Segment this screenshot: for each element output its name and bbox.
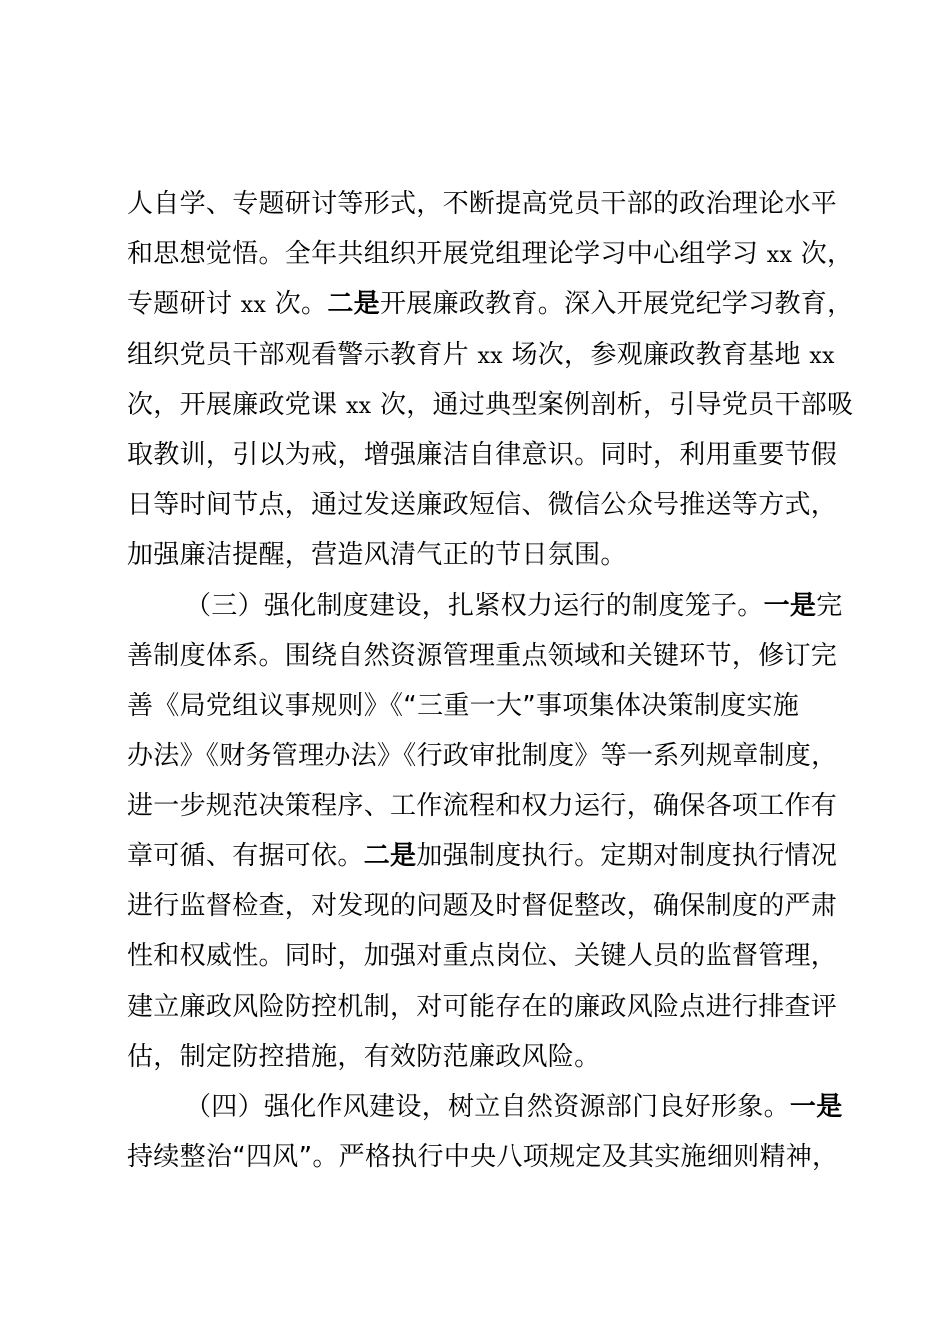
- text-run: 场次，参观廉政教育基地: [502, 340, 810, 370]
- text-run: 专题研讨: [127, 289, 241, 319]
- section-heading-line: [185, 1091, 843, 1123]
- text-run: 加强制度执行。定期对制度执行情况: [416, 841, 838, 871]
- bold-lead: 一是: [763, 591, 817, 621]
- text-run: 组织党员干部观看警示教育片: [127, 340, 478, 370]
- bold-lead: 二是: [327, 289, 380, 319]
- text-run: 日等时间节点，通过发送廉政短信、微信公众号推送等方式，: [127, 490, 838, 520]
- text-run: 完: [816, 591, 843, 621]
- paragraph-line: [127, 940, 837, 972]
- paragraph-line: [127, 890, 837, 922]
- text-run: 估，制定防控措施，有效防范廉政风险。: [127, 1042, 601, 1072]
- text-run: 人自学、专题研讨等形式，不断提高党员干部的政治理论水平: [127, 189, 838, 219]
- placeholder-count: xx: [766, 243, 793, 268]
- paragraph-line: [127, 489, 837, 521]
- text-run: 性和权威性。同时，加强对重点岗位、关键人员的监督管理，: [127, 941, 838, 971]
- placeholder-count: xx: [345, 394, 372, 419]
- paragraph-line: [127, 339, 835, 371]
- text-run: 善《局党组议事规则》《“三重一大”事项集体决策制度实施: [127, 691, 800, 721]
- section-heading-line: [185, 590, 843, 622]
- paragraph-line: [127, 740, 837, 772]
- text-run: 持续整治“四风”。严格执行中央八项规定及其实施细则精神，: [127, 1142, 839, 1172]
- text-run: 次，: [792, 239, 854, 269]
- paragraph-line: [127, 690, 799, 722]
- text-run: 次，通过典型案例剖析，引导党员干部吸: [371, 390, 854, 420]
- placeholder-count: xx: [477, 344, 503, 369]
- paragraph-line: [127, 288, 853, 320]
- paragraph-line: [127, 539, 627, 571]
- text-run: 办法》《财务管理办法》《行政审批制度》等一系列规章制度，: [127, 741, 838, 771]
- placeholder-count: xx: [240, 293, 267, 318]
- text-run: 进行监督检查，对发现的问题及时督促整改，确保制度的严肃: [127, 891, 838, 921]
- bold-lead: 二是: [363, 841, 417, 871]
- paragraph-line: [127, 1041, 600, 1073]
- paragraph-line: [127, 238, 853, 270]
- text-run: 加强廉洁提醒，营造风清气正的节日氛围。: [127, 540, 627, 570]
- section-heading: （四）强化作风建设，树立自然资源部门良好形象。: [185, 1092, 790, 1122]
- text-run: 和思想觉悟。全年共组织开展党组理论学习中心组学习: [127, 239, 767, 269]
- text-run: 善制度体系。围绕自然资源管理重点领域和关键环节，修订完: [127, 641, 838, 671]
- text-run: 次。: [266, 289, 328, 319]
- text-run: 进一步规范决策程序、工作流程和权力运行，确保各项工作有: [127, 791, 838, 821]
- placeholder-count: xx: [809, 344, 835, 369]
- paragraph-line: [127, 640, 837, 672]
- text-run: 建立廉政风险防控机制，对可能存在的廉政风险点进行排查评: [127, 992, 838, 1022]
- paragraph-line: [127, 1141, 838, 1173]
- paragraph-line: [127, 389, 853, 421]
- paragraph-line: [127, 439, 837, 471]
- paragraph-line: [127, 188, 837, 220]
- paragraph-line: [127, 840, 837, 872]
- section-heading: （三）强化制度建设，扎紧权力运行的制度笼子。: [185, 591, 764, 621]
- text-run: 次，开展廉政党课: [127, 390, 346, 420]
- paragraph-line: [127, 991, 837, 1023]
- bold-lead: 一是: [789, 1092, 843, 1122]
- text-run: 章可循、有据可依。: [127, 841, 364, 871]
- paragraph-line: [127, 790, 837, 822]
- text-run: 取教训，引以为戒，增强廉洁自律意识。同时，利用重要节假: [127, 440, 838, 470]
- text-run: 开展廉政教育。深入开展党纪学习教育，: [379, 289, 854, 319]
